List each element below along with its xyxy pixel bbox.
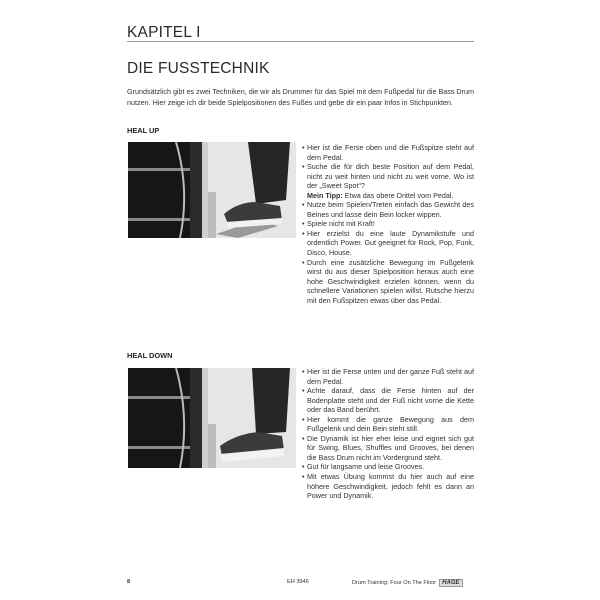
list-item: • Gut für langsame und leise Grooves. bbox=[302, 462, 474, 472]
tip-item bbox=[302, 191, 474, 201]
list-item: • Suche die für dich beste Position auf dem Pedal, nicht zu weit hinten und nicht zu weit vorne. Wo ist der „Sweet Spot“? bbox=[302, 162, 474, 191]
bullet-list-heal-up bbox=[302, 143, 474, 305]
chapter-rule bbox=[127, 41, 474, 42]
tip-text: Etwa das obere Drittel vom Pedal. bbox=[342, 190, 454, 200]
list-item: • Nutze beim Spielen/Treten einfach das Gewicht des Beines und lasse dein Bein locker wippen. bbox=[302, 200, 474, 219]
section-heading-heal-down: HEAL DOWN bbox=[127, 351, 173, 360]
list-item: • Hier erzielst du eine laute Dynamikstufe und ordentlich Power. Gut geeignet für Rock, Pop, Funk, Disco, House. bbox=[302, 229, 474, 258]
list-item: • Achte darauf, dass die Ferse hinten auf der Bodenplatte steht und der Fuß nicht vorne die Kette oder das Band berührt. bbox=[302, 386, 474, 415]
photo-heal-down bbox=[128, 368, 296, 468]
list-item: • Spiele nicht mit Kraft! bbox=[302, 219, 474, 229]
list-item: • Mit etwas Übung kommst du hier auch auf eine höhere Geschwindigkeit, jedoch fehlt es dann an Power und Dynamik. bbox=[302, 472, 474, 501]
page-title: DIE FUSSTECHNIK bbox=[127, 60, 270, 77]
intro-paragraph: Grundsätzlich gibt es zwei Techniken, die wir als Drummer für das Spiel mit dem Fußpedal für die Bass Drum nutzen. Hier zeige ich dir beide Spielpositionen des Fußes und gebe dir ein paar Infos in Stichpunkten. bbox=[127, 87, 474, 107]
page-number: 8 bbox=[127, 579, 131, 585]
bullet-list-heal-down bbox=[302, 367, 474, 501]
chapter-heading: KAPITEL I bbox=[127, 24, 201, 41]
footer-book-title bbox=[352, 579, 463, 587]
list-item: • Durch eine zusätzliche Bewegung im Fußgelenk wirst du aus dieser Spielposition heraus auch eine hohe Geschwindigkeit erzielen können, wenn du schnellere Variationen spielen willst. Rutsche hierzu mit den Fußspitzen etwas über das Pedal. bbox=[302, 258, 474, 306]
section-heading-heal-up: HEAL UP bbox=[127, 126, 160, 135]
list-item: • Hier ist die Ferse oben und die Fußspitze steht auf dem Pedal. bbox=[302, 143, 474, 162]
photo-heal-up bbox=[128, 142, 296, 238]
list-item: • Hier ist die Ferse unten und der ganze Fuß steht auf dem Pedal. bbox=[302, 367, 474, 386]
list-item: • Hier kommt die ganze Bewegung aus dem Fußgelenk und dein Bein steht still. bbox=[302, 415, 474, 434]
book-title: Drum Training: Four On The Floor bbox=[352, 580, 437, 586]
tip-label: Mein Tipp: bbox=[307, 190, 343, 200]
list-item: • Die Dynamik ist hier eher leise und eignet sich gut für Swing, Blues, Shuffles und Grooves, bei denen die Bass Drum nicht im Vordergrund steht. bbox=[302, 434, 474, 463]
publisher-logo: HAGE bbox=[439, 579, 462, 587]
catalog-number: EH 3946 bbox=[287, 579, 309, 585]
